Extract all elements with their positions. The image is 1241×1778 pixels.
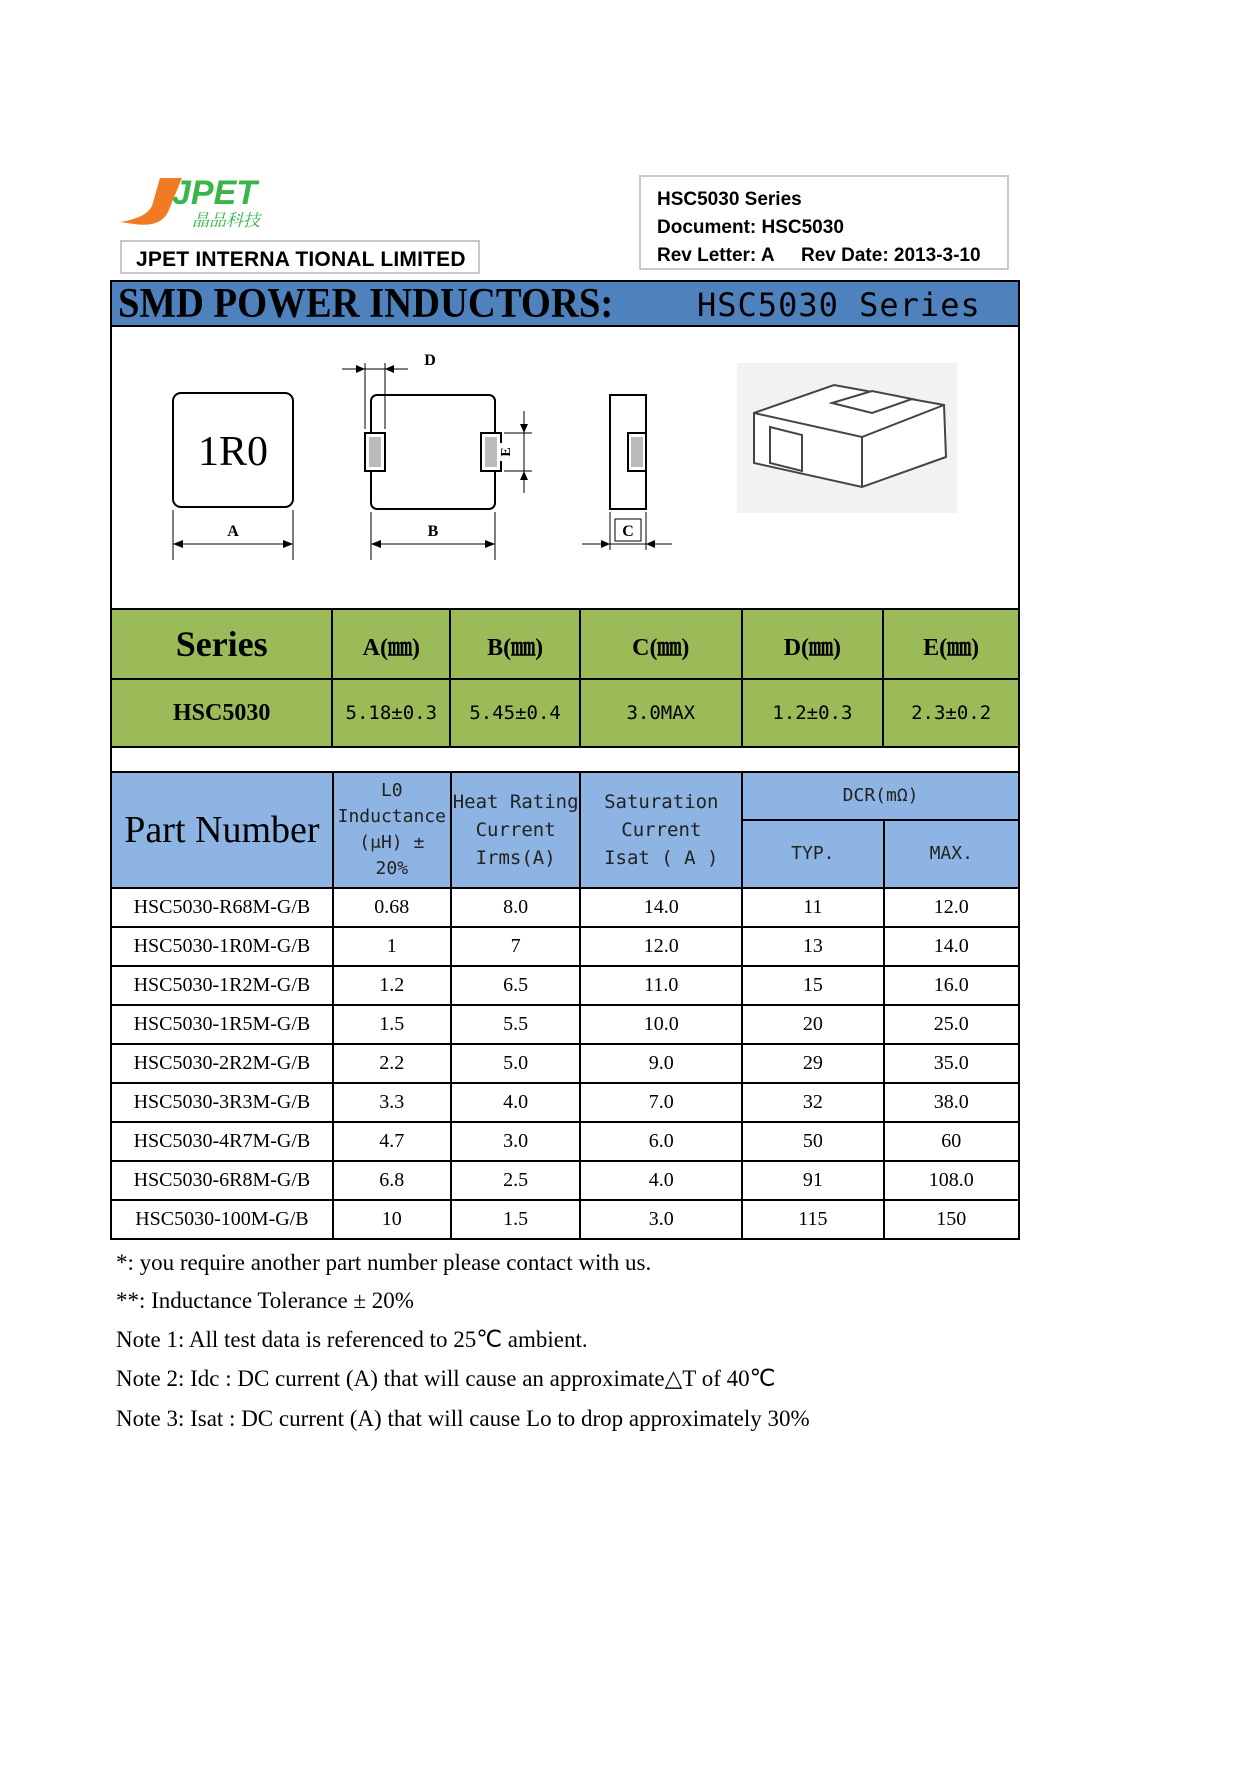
document-label: Document: HSC5030: [657, 217, 844, 238]
header-sat-line2: Current: [621, 819, 702, 841]
part-number-cell: HSC5030-100M-G/B: [111, 1200, 333, 1239]
part-number-cell: HSC5030-2R2M-G/B: [111, 1044, 333, 1083]
table-row: [111, 1083, 1019, 1122]
inductance-cell: 1.5: [333, 1005, 451, 1044]
dcr-typ-cell: 91: [742, 1161, 883, 1200]
header-inductance-line3: (μH) ±: [359, 832, 425, 853]
inductance-cell: 4.7: [333, 1122, 451, 1161]
dim-header-a: A(㎜): [332, 609, 450, 679]
note-double-star: **: Inductance Tolerance ± 20%: [116, 1288, 414, 1313]
isat-cell: 4.0: [580, 1161, 742, 1200]
header-inductance-line1: L0: [380, 780, 403, 801]
dcr-typ-cell: 15: [742, 966, 883, 1005]
table-row: [111, 1200, 1019, 1239]
inductance-cell: 1: [333, 927, 451, 966]
header-heat-line3: Irms(A): [475, 847, 556, 869]
table-row: [111, 1044, 1019, 1083]
irms-cell: 4.0: [451, 1083, 581, 1122]
part-rows: [111, 888, 1019, 1239]
dim-c-label: C: [622, 523, 634, 540]
isat-cell: 7.0: [580, 1083, 742, 1122]
isometric-view-drawing: [737, 363, 957, 513]
isat-cell: 14.0: [580, 888, 742, 927]
dcr-max-cell: 14.0: [884, 927, 1019, 966]
dim-b-label: B: [427, 523, 439, 540]
dimension-drawing-area: [110, 325, 1020, 610]
isat-cell: 9.0: [580, 1044, 742, 1083]
dcr-typ-cell: 50: [742, 1122, 883, 1161]
inductance-cell: 1.2: [333, 966, 451, 1005]
dim-value-d: 1.2±0.3: [742, 679, 884, 747]
dcr-max-cell: 108.0: [884, 1161, 1019, 1200]
inductance-cell: 10: [333, 1200, 451, 1239]
dimensions-header-row: [111, 609, 1019, 679]
title-series: HSC5030 Series: [697, 286, 981, 324]
note-2: Note 2: Idc : DC current (A) that will cause an approximate△T of 40℃: [116, 1366, 776, 1391]
header-sat-line1: Saturation: [604, 791, 719, 813]
dim-value-series: HSC5030: [111, 679, 332, 747]
note-3: Note 3: Isat : DC current (A) that will cause Lo to drop approximately 30%: [116, 1406, 810, 1431]
dcr-max-cell: 12.0: [884, 888, 1019, 927]
company-name: JPET INTERNA TIONAL LIMITED: [136, 248, 466, 271]
header-heat-line1: Heat Rating: [452, 791, 579, 813]
table-row: [111, 966, 1019, 1005]
part-number-cell: HSC5030-1R5M-G/B: [111, 1005, 333, 1044]
dcr-max-cell: 60: [884, 1122, 1019, 1161]
top-view-drawing: [173, 393, 293, 560]
isat-cell: 6.0: [580, 1122, 742, 1161]
dcr-max-cell: 25.0: [884, 1005, 1019, 1044]
dimension-drawings: [112, 325, 1018, 610]
dcr-typ-cell: 13: [742, 927, 883, 966]
series-label: HSC5030 Series: [657, 189, 802, 210]
part-number-cell: HSC5030-1R2M-G/B: [111, 966, 333, 1005]
irms-cell: 5.0: [451, 1044, 581, 1083]
isat-cell: 3.0: [580, 1200, 742, 1239]
dcr-typ-cell: 115: [742, 1200, 883, 1239]
dim-value-b: 5.45±0.4: [450, 679, 580, 747]
isat-cell: 12.0: [580, 927, 742, 966]
bottom-view-drawing: [342, 352, 532, 560]
header-part-number: Part Number: [111, 772, 333, 888]
header-dcr: DCR(mΩ): [742, 772, 1019, 820]
part-number-cell: HSC5030-4R7M-G/B: [111, 1122, 333, 1161]
irms-cell: 6.5: [451, 966, 581, 1005]
dcr-typ-cell: 29: [742, 1044, 883, 1083]
note-star: *: you require another part number please contact with us.: [116, 1250, 652, 1275]
part-number-cell: HSC5030-R68M-G/B: [111, 888, 333, 927]
header-inductance-line2: Inductance: [337, 806, 446, 827]
dcr-max-cell: 150: [884, 1200, 1019, 1239]
table-row: [111, 1005, 1019, 1044]
document-info-box: [639, 175, 1009, 270]
part-number-cell: HSC5030-3R3M-G/B: [111, 1083, 333, 1122]
table-spacer: [110, 747, 1020, 773]
table-row: [111, 888, 1019, 927]
part-number-cell: HSC5030-6R8M-G/B: [111, 1161, 333, 1200]
irms-cell: 7: [451, 927, 581, 966]
isat-cell: 11.0: [580, 966, 742, 1005]
dcr-typ-cell: 20: [742, 1005, 883, 1044]
inductance-cell: 3.3: [333, 1083, 451, 1122]
dimensions-table: [110, 608, 1020, 748]
dim-header-b: B(㎜): [450, 609, 580, 679]
dcr-max-cell: 38.0: [884, 1083, 1019, 1122]
dim-d-label: D: [424, 352, 436, 369]
header-dcr-typ: TYP.: [742, 820, 883, 888]
dcr-typ-cell: 11: [742, 888, 883, 927]
dcr-max-cell: 35.0: [884, 1044, 1019, 1083]
table-row: [111, 1161, 1019, 1200]
irms-cell: 2.5: [451, 1161, 581, 1200]
isat-cell: 10.0: [580, 1005, 742, 1044]
part-number-table: [110, 771, 1020, 1240]
inductance-cell: 0.68: [333, 888, 451, 927]
dim-header-c: C(㎜): [580, 609, 742, 679]
dcr-typ-cell: 32: [742, 1083, 883, 1122]
irms-cell: 8.0: [451, 888, 581, 927]
irms-cell: 5.5: [451, 1005, 581, 1044]
dim-a-label: A: [227, 523, 239, 540]
dim-value-e: 2.3±0.2: [883, 679, 1019, 747]
dim-header-e: E(㎜): [883, 609, 1019, 679]
marking-text: 1R0: [197, 429, 269, 475]
part-header-row: [111, 772, 1019, 820]
irms-cell: 1.5: [451, 1200, 581, 1239]
page-title: SMD POWER INDUCTORS:: [118, 281, 614, 327]
dimensions-value-row: [111, 679, 1019, 747]
side-view-drawing: [582, 395, 672, 550]
header-heat-line2: Current: [475, 819, 556, 841]
logo-subtitle: 晶品科技: [192, 211, 260, 231]
header-dcr-max: MAX.: [884, 820, 1019, 888]
dim-value-c: 3.0MAX: [580, 679, 742, 747]
part-number-cell: HSC5030-1R0M-G/B: [111, 927, 333, 966]
note-1: Note 1: All test data is referenced to 25℃ ambient.: [116, 1327, 588, 1352]
inductance-cell: 6.8: [333, 1161, 451, 1200]
title-bar: [110, 280, 1020, 327]
header-sat-line3: Isat ( A ): [604, 847, 719, 869]
header-saturation: [580, 772, 742, 888]
inductance-cell: 2.2: [333, 1044, 451, 1083]
logo-text: JPET: [172, 174, 258, 212]
rev-letter: Rev Letter: A: [657, 245, 775, 266]
dim-e-label: E: [499, 447, 514, 457]
dcr-max-cell: 16.0: [884, 966, 1019, 1005]
dim-value-a: 5.18±0.3: [332, 679, 450, 747]
header-inductance-line4: 20%: [375, 858, 409, 879]
table-row: [111, 927, 1019, 966]
irms-cell: 3.0: [451, 1122, 581, 1161]
header-inductance: [333, 772, 451, 888]
rev-date: Rev Date: 2013-3-10: [801, 245, 981, 266]
company-logo: [120, 172, 320, 240]
table-row: [111, 1122, 1019, 1161]
header-heat-rating: [451, 772, 581, 888]
dim-header-d: D(㎜): [742, 609, 884, 679]
dim-header-series: Series: [111, 609, 332, 679]
company-name-box: [120, 240, 480, 274]
